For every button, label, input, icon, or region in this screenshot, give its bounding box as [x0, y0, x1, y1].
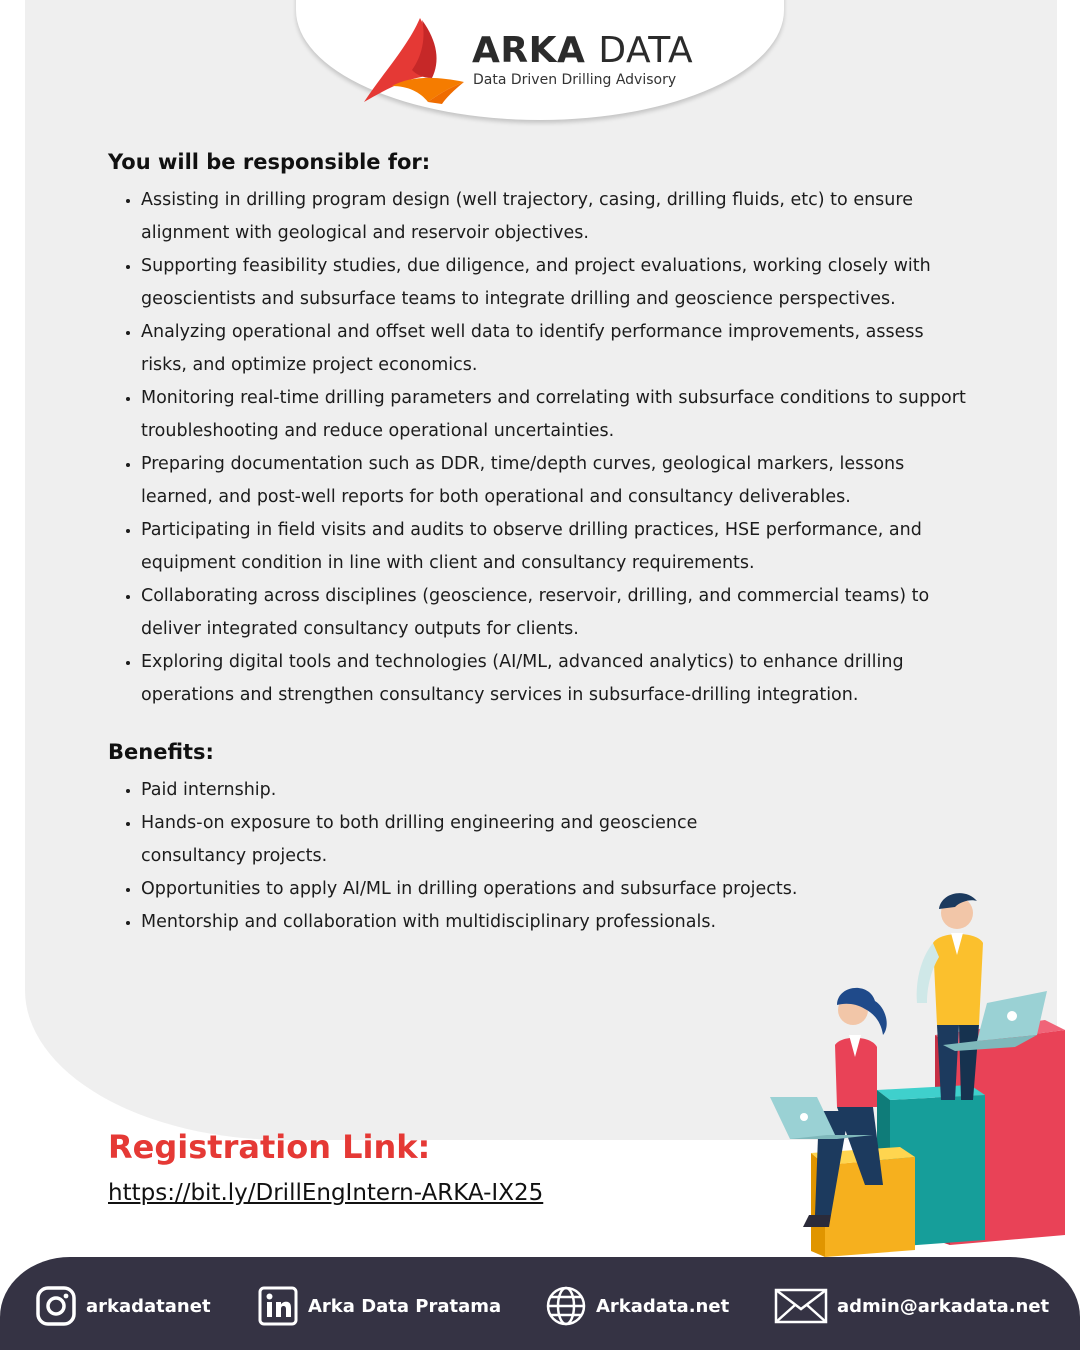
footer	[0, 1257, 1080, 1350]
responsibilities-list	[108, 184, 968, 712]
email-address: admin@arkadata.net	[837, 1295, 1050, 1317]
list-item: • Monitoring real-time drilling parameters and correlating with subsurface conditions to support troubleshooting and reduce operational uncertainties.	[141, 382, 968, 448]
linkedin-name: Arka Data Pratama	[308, 1295, 502, 1317]
footer-linkedin[interactable]	[257, 1285, 501, 1327]
people-with-laptops-illustration	[765, 885, 1070, 1260]
footer-email[interactable]	[774, 1285, 1049, 1327]
list-item: • Exploring digital tools and technologies (AI/ML, advanced analytics) to enhance drilling operations and strengthen consultancy services in subsurface-drilling integration.	[141, 646, 968, 712]
list-item: • Supporting feasibility studies, due diligence, and project evaluations, working closely with geoscientists and subsurface teams to integrate drilling and geoscience perspectives.	[141, 250, 968, 316]
footer-website[interactable]	[545, 1285, 729, 1327]
registration-title: Registration Link:	[108, 1128, 431, 1166]
list-item: • Participating in field visits and audits to observe drilling practices, HSE performance, and equipment condition in line with client and consultancy requirements.	[141, 514, 968, 580]
brand-name: ARKA DATA	[472, 30, 694, 71]
instagram-icon	[35, 1285, 77, 1327]
list-item: • Opportunities to apply AI/ML in drilling operations and subsurface projects.	[141, 873, 801, 906]
linkedin-icon	[257, 1285, 299, 1327]
main-content	[108, 150, 968, 939]
registration-link[interactable]: https://bit.ly/DrillEngIntern-ARKA-IX25	[108, 1180, 544, 1206]
instagram-handle: arkadatanet	[86, 1295, 211, 1317]
mail-icon	[774, 1285, 828, 1327]
benefits-list	[108, 774, 801, 939]
footer-instagram[interactable]	[35, 1285, 211, 1327]
brand-tagline: Data Driven Drilling Advisory	[473, 72, 677, 88]
benefits-title: Benefits:	[108, 740, 214, 764]
list-item: • Paid internship.	[141, 774, 801, 807]
globe-icon	[545, 1285, 587, 1327]
list-item: • Mentorship and collaboration with multidisciplinary professionals.	[141, 906, 801, 939]
list-item: • Preparing documentation such as DDR, time/depth curves, geological markers, lessons learned, and post-well reports for both operational and consultancy deliverables.	[141, 448, 968, 514]
arka-logo-icon	[362, 16, 466, 104]
list-item: • Collaborating across disciplines (geoscience, reservoir, drilling, and commercial teams) to deliver integrated consultancy outputs for clients.	[141, 580, 968, 646]
list-item: • Hands-on exposure to both drilling engineering and geoscience consultancy projects.	[141, 807, 801, 873]
website-url: Arkadata.net	[596, 1295, 730, 1317]
list-item: • Analyzing operational and offset well data to identify performance improvements, assess risks, and optimize project economics.	[141, 316, 968, 382]
list-item: • Assisting in drilling program design (well trajectory, casing, drilling fluids, etc) to ensure alignment with geological and reservoir objectives.	[141, 184, 968, 250]
responsibilities-title: You will be responsible for:	[108, 150, 431, 174]
